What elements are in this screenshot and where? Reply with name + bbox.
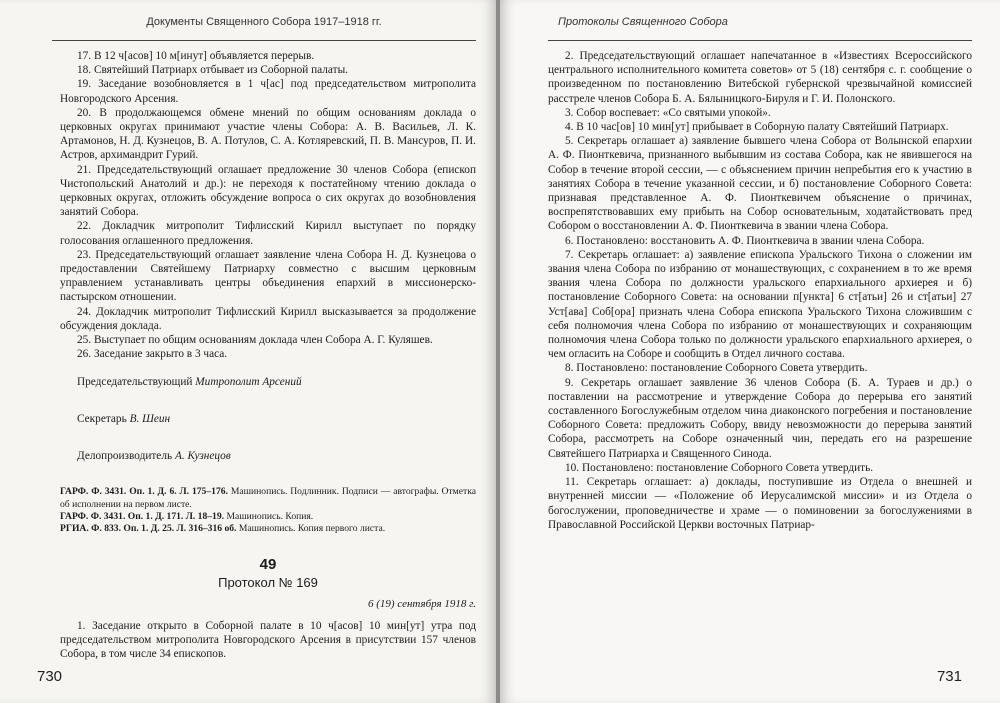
left-body-continued [60, 619, 476, 662]
archive-ref [60, 511, 476, 523]
archive-references [60, 486, 476, 535]
paragraph: 22. Докладчик митрополит Тифлисский Кирилл выступает по порядку голосования оглашенного предложения. [60, 220, 476, 247]
signature-role: Секретарь [77, 413, 127, 426]
paragraph: 23. Председательствующий оглашает заявление члена Собора Н. Д. Кузнецова о предоставлении Святейшему Патриарху совместно с высшим церковным управлением устанавливать центры объединения епархий в миссионерско-пастырском отношении. [60, 248, 476, 304]
archive-ref [60, 486, 476, 511]
paragraph: 10. Постановлено: постановление Соборного Совета утвердить. [565, 461, 874, 474]
paragraph: 24. Докладчик митрополит Тифлисский Кирилл высказывается за продолжение обсуждения доклада. [60, 305, 476, 332]
document-date: 6 (19) сентября 1918 г. [368, 597, 476, 610]
paragraph: 7. Секретарь оглашает: а) заявление епископа Уральского Тихона о сложении им звания члена Собора по избранию от монашествующих, с сохранением в то же время звания члена Собора по должности уральского епархиального архиерея и б) постановление Соборного Совета: на основании п[ункта] 6 ст[атьи] 26 и ст[атьи] 27 Уст[ава] Соб[ора] признать члена Собора епископа Уральского Тихона сложившим с себя полномочия члена Собора по избранию от монашествующих и сохраняющим полномочия члена Собора только по должности уральского епархиального архиерея, о чем огласить на Соборе и сообщить в Отдел личного состава. [548, 248, 972, 361]
running-head-left: Документы Священного Собора 1917–1918 гг. [52, 0, 476, 41]
page-number: 731 [936, 668, 962, 685]
paragraph: 17. В 12 ч[асов] 10 м[инут] объявляется перерыв. [77, 50, 315, 62]
signature-name: В. Шеин [129, 413, 171, 426]
paragraph: 25. Выступает по общим основаниям доклада член Собора А. Г. Куляшев. [77, 334, 433, 347]
document-number: 49 [259, 555, 277, 573]
archive-ref-code: ГАРФ. Ф. 3431. Оп. 1. Д. 171. Л. 18–19. [60, 511, 225, 523]
paragraph: 9. Секретарь оглашает заявление 36 членов Собора (Б. А. Тураев и др.) о поставлении на рассмотрение и утверждение Собора до перерыва его занятий составленного Богослужебным отделом чина диаконского погребения и постановление Соборного Совета: предложить Собору, ввиду невозможности до перерыва занятий Собора, рассмотреть на Соборе означенный чин, передать его на разрешение Святейшего Патриарха и Священного Синода. [548, 376, 972, 460]
archive-ref-note: Машинопись. Копия. [226, 511, 314, 523]
paragraph: 20. В продолжающемся обмене мнений по общим основаниям доклада о церковных округах принимают участие члены Собора: А. В. Васильев, Л. К. Артамонов, Н. Д. Кузнецов, В. А. Потулов, С. А. Котляревский, П. В. Мансуров, П. И. Астров, архимандрит Гурий. [60, 106, 476, 162]
paragraph: 2. Председательствующий оглашает напечатанное в «Известиях Всероссийского центрального исполнительного комитета советов» от 5 (18) сентября с. г. сообщение о произведенном по постановлению Витебской губернской чрезвычайной комиссией расстреле членов Собора Б. А. Бялыницкого-Бируля и Г. И. Полонского. [548, 50, 972, 105]
archive-ref-note: Машинопись. Подлинник. Подписи — автографы. Отметка об исполнении на первом листе. [60, 486, 476, 510]
signature-chair [77, 375, 476, 389]
archive-ref [60, 523, 476, 535]
paragraph: 26. Заседание закрыто в 3 часа. [77, 348, 228, 361]
signature-secretary [77, 412, 476, 426]
running-head-right: Протоколы Священного Собора [548, 0, 972, 41]
right-page [500, 0, 1000, 703]
paragraph: 21. Председательствующий оглашает предложение 30 членов Собора (епископ Чистопольский Анатолий и др.): не переходя к постатейному чтению доклада о церковных округах, отложить обсуждение вопроса о сих округах до возобновления занятий Собора. [60, 163, 476, 219]
paragraph: 1. Заседание открыто в Соборной палате в 10 ч[асов] 10 мин[ут] утра под председательством митрополита Новгородского Арсения в присутствии 157 членов Собора, в том числе 34 епископов. [60, 619, 476, 661]
right-body [548, 49, 972, 532]
signature-role: Председательствующий [77, 376, 193, 389]
paragraph: 8. Постановлено: постановление Соборного Совета утвердить. [565, 362, 868, 375]
archive-ref-note: Машинопись. Копия первого листа. [238, 523, 386, 535]
left-page [0, 0, 496, 703]
archive-ref-code: ГАРФ. Ф. 3431. Оп. 1. Д. 6. Л. 175–176. [60, 486, 228, 498]
signature-clerk [77, 449, 476, 463]
left-body [60, 49, 476, 361]
signature-name: Митрополит Арсений [195, 376, 302, 389]
paragraph: 19. Заседание возобновляется в 1 ч[ас] под председательством митрополита Новгородского Арсения. [60, 78, 476, 105]
paragraph: 18. Святейший Патриарх отбывает из Соборной палаты. [77, 64, 348, 77]
signature-role: Делопроизводитель [77, 450, 173, 463]
signature-name: А. Кузнецов [174, 450, 231, 463]
paragraph: 5. Секретарь оглашает а) заявление бывшего члена Собора от Волынской епархии А. Ф. Пионткевича, признанного выбывшим из состава Собора, как не явившегося на Собор в течение второй сессии, — с объяснением причин непребытия его к участию в занятиях Собора в течение указанной сессии, и б) постановление Соборного Совета: признавая представленное А. Ф. Пионткевичем объяснение о причинах, воспрепятствовавших ему прибыть на Собор основательным, ходатайствовать пред Собором о восстановлении А. Ф. Пионткевича в звании члена Собора. [548, 135, 972, 233]
paragraph: 3. Собор воспевает: «Со святыми упокой». [565, 106, 771, 119]
signatures [60, 375, 476, 463]
paragraph: 6. Постановлено: восстановить А. Ф. Пионткевича в звании члена Собора. [565, 234, 925, 247]
document-title: Протокол № 169 [218, 574, 318, 590]
archive-ref-code: РГИА. Ф. 833. Оп. 1. Д. 25. Л. 316–316 об. [60, 523, 237, 535]
paragraph: 4. В 10 час[ов] 10 мин[ут] прибывает в Соборную палату Святейший Патриарх. [565, 121, 949, 134]
page-number: 730 [37, 668, 63, 685]
paragraph: 11. Секретарь оглашает: а) доклады, поступившие из Отдела о внешней и внутренней миссии — «Положение об Иерусалимской миссии» и из Отдела о богослужении, проповедничестве и храме — о поминовении за богослужениями в Православной Российской Церкви восточных Патриар- [548, 476, 972, 531]
